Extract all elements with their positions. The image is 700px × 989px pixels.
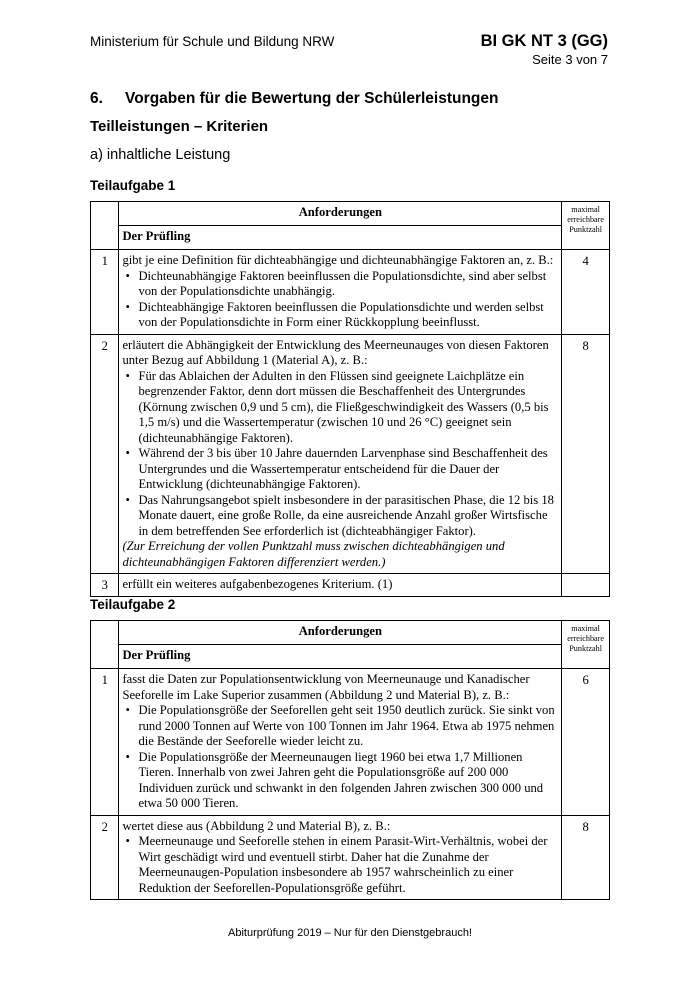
row-number: 1 — [91, 250, 119, 335]
example-bullet: • Die Populationsgröße der Meerneunaugen liegt 1960 bei etwa 1,7 Millionen Tieren. Innerhalb von zwei Jahren geht die Populationsgröße auf 200 000 Individuen zurück und schwankt in den folgenden Jahren zwischen 300 000 und etwa 50 000 Tieren. — [122, 750, 557, 812]
table-row — [91, 574, 610, 597]
examinee-header: Der Prüfling — [119, 226, 562, 250]
header-blank-cell — [91, 226, 119, 250]
section-number: 6. — [90, 90, 103, 107]
requirements-header: Anforderungen — [119, 202, 562, 226]
points-value: 6 — [562, 669, 610, 816]
header-blank-cell — [91, 645, 119, 669]
scoring-note: (Zur Erreichung der vollen Punktzahl muss zwischen dichteabhängigen und dichteunabhängigen Faktoren differenziert werden.) — [122, 539, 505, 569]
task-1-table — [90, 201, 610, 597]
content-part-label: a) inhaltliche Leistung — [90, 147, 231, 163]
points-value: 8 — [562, 815, 610, 900]
requirement-intro: fasst die Daten zur Populationsentwicklung von Meerneunauge und Kanadischer Seeforelle im Lake Superior zusammen (Abbildung 2 und Material B), z. B.: — [122, 672, 530, 702]
requirements-header: Anforderungen — [119, 621, 562, 645]
section-subtitle: Teilleistungen – Kriterien — [90, 118, 269, 135]
points-value: 4 — [562, 250, 610, 335]
example-list — [122, 834, 557, 896]
requirement-text — [119, 250, 562, 335]
table-row — [91, 669, 610, 816]
requirement-text — [119, 669, 562, 816]
example-bullet: • Die Populationsgröße der Seeforellen geht seit 1950 deutlich zurück. Sie sinkt von rund 2000 Tonnen auf Werte von 100 Tonnen im Jahr 1964. Etwa ab 1975 nehmen die Bestände der Seeforelle wieder leicht zu. — [122, 703, 557, 750]
requirement-intro: erläutert die Abhängigkeit der Entwicklung des Meerneunauges von diesen Faktoren unter Bezug auf Abbildung 1 (Material A), z. B.: — [122, 337, 549, 367]
example-bullet: • Für das Ablaichen der Adulten in den Flüssen sind geeignete Laichplätze ein begrenzender Faktor, denn dort müssen die Beschaffenheit des Untergrundes (Körnung zwischen 0,9 und 5 cm), die Fließgeschwindigkeit des Wassers (0,5 bis 1,5 m/s) und die Wassertemperatur (zwischen 10 und 26 °C) geeignet sein (dichteunabhängige Faktoren). — [122, 369, 557, 447]
example-bullet: • Das Nahrungsangebot spielt insbesondere in der parasitischen Phase, die 12 bis 18 Monate dauert, eine große Rolle, da eine ausreichende Anzahl großer Wirtsfische in dem betreffenden See erforderlich ist (dichteabhängiger Faktor). — [122, 493, 557, 540]
document-header-right — [481, 32, 608, 67]
section-title: Vorgaben für die Bewertung der Schülerleistungen — [125, 90, 499, 107]
header-blank-cell — [91, 202, 119, 226]
points-value — [562, 574, 610, 597]
page-footer: Abiturprüfung 2019 – Nur für den Dienstgebrauch! — [228, 927, 472, 939]
section-heading — [90, 90, 499, 108]
row-number: 2 — [91, 334, 119, 574]
task-2-table — [90, 620, 610, 900]
header-blank-cell — [91, 621, 119, 645]
requirement-text — [119, 574, 562, 597]
example-list — [122, 369, 557, 540]
example-bullet: • Meerneunauge und Seeforelle stehen in einem Parasit-Wirt-Verhältnis, wobei der Wirt geschädigt wird und eventuell stirbt. Daher hat die Zunahme der Meerneunaugen-Population insbesondere ab 1957 wahrscheinlich zu einer Reduktion der Seeforellen-Populationsgröße geführt. — [122, 834, 557, 896]
page-number: Seite 3 von 7 — [532, 52, 608, 67]
examinee-header: Der Prüfling — [119, 645, 562, 669]
row-number: 1 — [91, 669, 119, 816]
table-row — [91, 250, 610, 335]
max-points-header: maximal erreichbare Punktzahl — [562, 621, 610, 669]
example-bullet: • Dichteunabhängige Faktoren beeinflussen die Populationsdichte, sind aber selbst von der Populationsdichte unabhängig. — [122, 269, 557, 300]
max-points-header: maximal erreichbare Punktzahl — [562, 202, 610, 250]
document-code: BI GK NT 3 (GG) — [480, 32, 608, 50]
table-row — [91, 334, 610, 574]
row-number: 3 — [91, 574, 119, 597]
task-2-title: Teilaufgabe 2 — [90, 597, 176, 612]
table-row — [91, 815, 610, 900]
requirement-text — [119, 334, 562, 574]
points-value: 8 — [562, 334, 610, 574]
task-1-title: Teilaufgabe 1 — [90, 178, 176, 193]
example-bullet: • Dichteabhängige Faktoren beeinflussen die Populationsdichte und werden selbst von der Populationsdichte in Form einer Rückkopplung beeinflusst. — [122, 300, 557, 331]
example-list — [122, 269, 557, 331]
requirement-intro: wertet diese aus (Abbildung 2 und Material B), z. B.: — [122, 818, 391, 833]
requirement-text — [119, 815, 562, 900]
row-number: 2 — [91, 815, 119, 900]
example-list — [122, 703, 557, 812]
ministry-name: Ministerium für Schule und Bildung NRW — [90, 34, 335, 49]
example-bullet: • Während der 3 bis über 10 Jahre dauernden Larvenphase sind Beschaffenheit des Untergrundes und die Wassertemperatur entscheidend für die Dauer der Entwicklung (dichteunabhängige Faktoren). — [122, 446, 557, 493]
requirement-intro: erfüllt ein weiteres aufgabenbezogenes Kriterium. (1) — [122, 577, 393, 591]
requirement-intro: gibt je eine Definition für dichteabhängige und dichteunabhängige Faktoren an, z. B.: — [122, 253, 554, 267]
